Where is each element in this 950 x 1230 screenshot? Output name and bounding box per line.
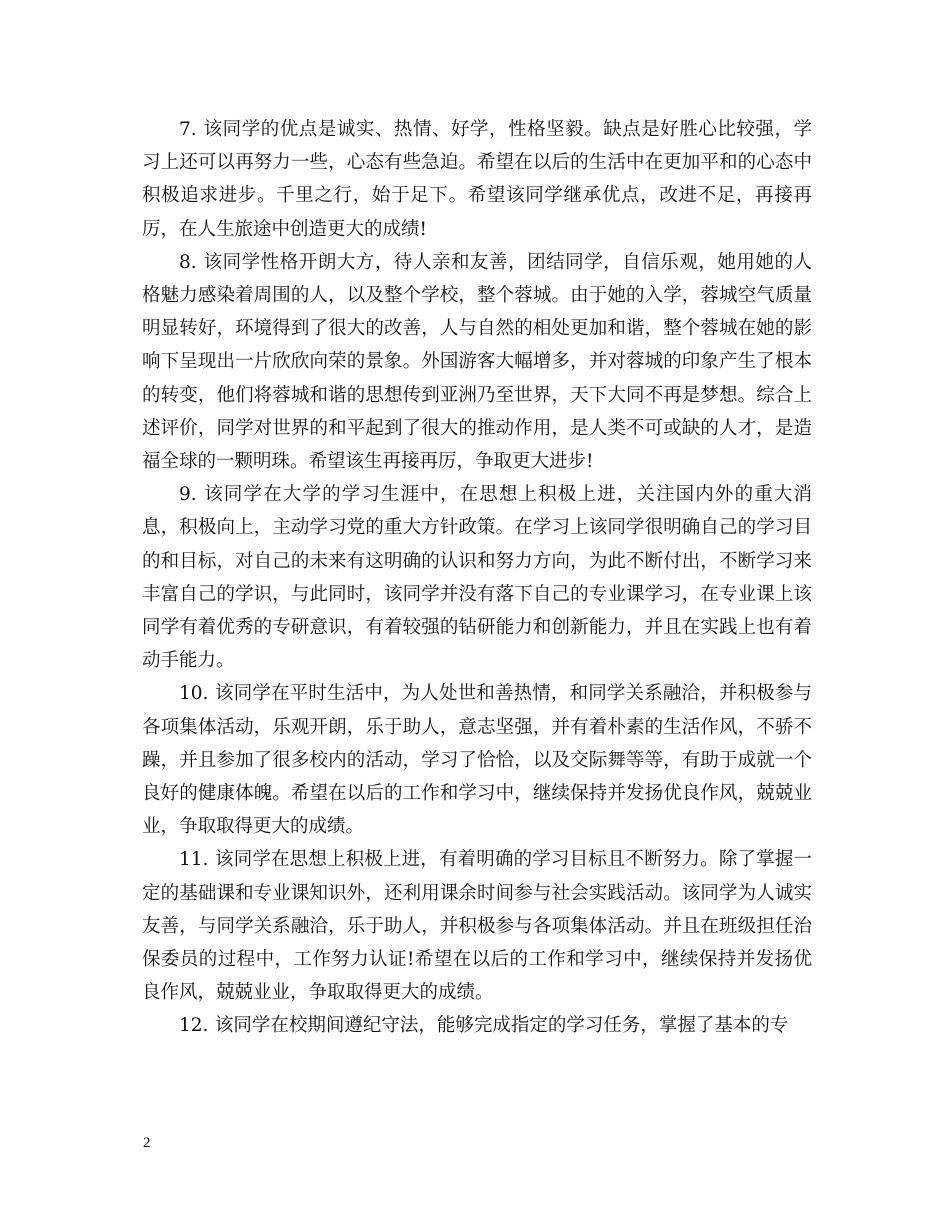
paragraph-text: 该同学的优点是诚实、热情、好学，性格坚毅。缺点是好胜心比较强，学习上还可以再努力一些，心态有些急迫。希望在以后的生活中在更加平和的心态中积极追求进步。千里之行，始于足下。希望该同学继承优点，改进不足，再接再厉，在人生旅途中创造更大的成绩! [142,119,812,240]
paragraph-number: 9. [179,484,197,506]
paragraph-text: 该同学性格开朗大方，待人亲和友善，团结同学，自信乐观，她用她的人格魅力感染着周围的人，以及整个学校，整个蓉城。由于她的入学，蓉城空气质量明显转好，环境得到了很大的改善，人与自然的相处更加和谐，整个蓉城在她的影响下呈现出一片欣欣向荣的景象。外国游客大幅增多，并对蓉城的印象产生了根本的转变，他们将蓉城和谐的思想传到亚洲乃至世界，天下大同不再是梦想。综合上述评价，同学对世界的和平起到了很大的推动作用，是人类不可或缺的人才，是造福全球的一颗明珠。希望该生再接再厉，争取更大进步! [142,251,812,473]
paragraph-text: 该同学在思想上积极上进，有着明确的学习目标且不断努力。除了掌握一定的基础课和专业课知识外，还利用课余时间参与社会实践活动。该同学为人诚实友善，与同学关系融洽，乐于助人，并积极参与各项集体活动。并且在班级担任治保委员的过程中，工作努力认证!希望在以后的工作和学习中，继续保持并发扬优良作风，兢兢业业，争取取得更大的成绩。 [142,849,812,1004]
paragraph-number: 7. [179,119,197,140]
paragraph-11 [142,843,812,1009]
paragraph-9 [142,478,812,677]
paragraph-8 [142,246,812,478]
paragraph-number: 12. [179,1015,209,1037]
paragraph-10 [142,677,812,843]
page-number: 2 [143,1135,151,1151]
paragraph-7 [142,113,812,246]
paragraph-12 [142,1009,812,1042]
paragraph-text: 该同学在平时生活中，为人处世和善热情，和同学关系融洽，并积极参与各项集体活动，乐观开朗，乐于助人，意志坚强，并有着朴素的生活作风，不骄不躁，并且参加了很多校内的活动，学习了恰恰，以及交际舞等等，有助于成就一个良好的健康体魄。希望在以后的工作和学习中，继续保持并发扬优良作风，兢兢业业，争取取得更大的成绩。 [142,683,812,838]
paragraph-number: 10. [179,683,209,705]
document-body [142,113,812,1043]
paragraph-text: 该同学在校期间遵纪守法，能够完成指定的学习任务，掌握了基本的专 [214,1015,789,1037]
paragraph-number: 8. [179,251,197,273]
paragraph-text: 该同学在大学的学习生涯中，在思想上积极上进，关注国内外的重大消息，积极向上，主动学习党的重大方针政策。在学习上该同学很明确自己的学习目的和目标，对自己的未来有这明确的认识和努力方向，为此不断付出，不断学习来丰富自己的学识，与此同时，该同学并没有落下自己的专业课学习，在专业课上该同学有着优秀的专研意识，有着较强的钻研能力和创新能力，并且在实践上也有着动手能力。 [142,484,812,672]
paragraph-number: 11. [179,849,209,871]
